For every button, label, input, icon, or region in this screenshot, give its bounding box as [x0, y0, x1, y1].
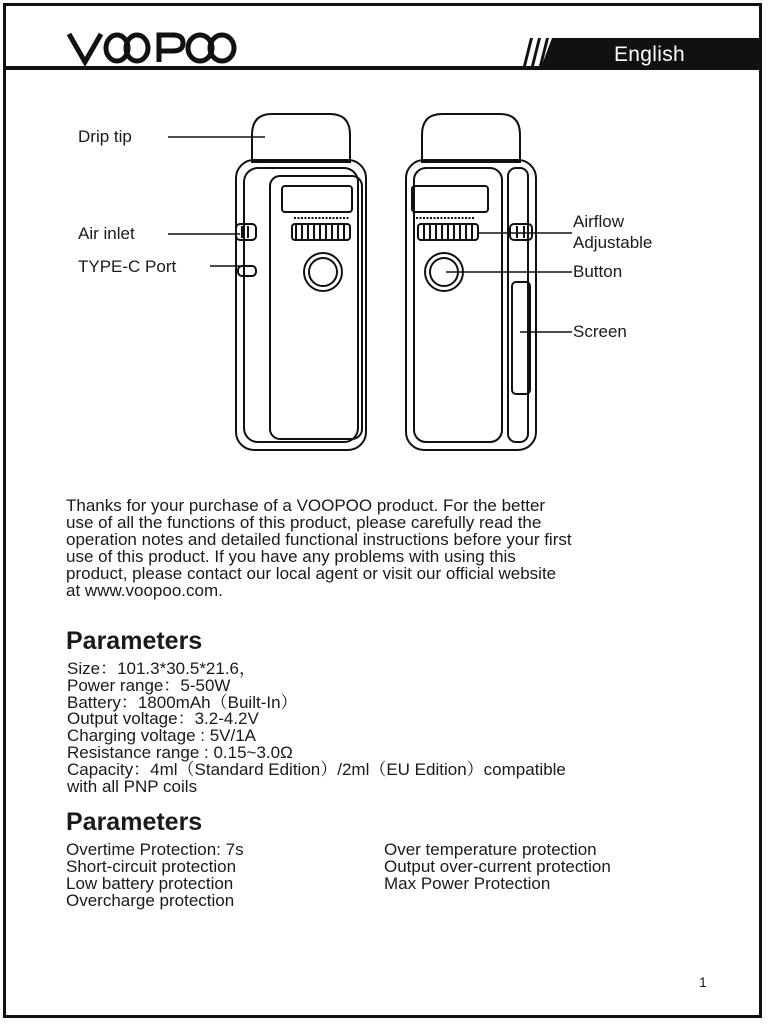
parameter-item: Resistance range : 0.15~3.0Ω [67, 742, 293, 762]
page-number: 1 [699, 974, 707, 990]
language-label: English [614, 43, 685, 66]
intro-line: Thanks for your purchase of a VOOPOO product. For the better [66, 496, 546, 515]
protection-item: Max Power Protection [384, 874, 551, 893]
parameters-list [67, 661, 707, 795]
parameter-item: Capacity：4ml（Standard Edition）/2ml（EU Edition）compatible [67, 759, 566, 779]
intro-line: use of all the functions of this product, please carefully read the [66, 513, 542, 532]
intro-line: at www.voopoo.com. [66, 581, 223, 600]
protection-item: Short-circuit protection [66, 857, 237, 876]
protection-item: Over temperature protection [384, 840, 597, 859]
parameters-heading: Parameters [66, 627, 203, 655]
parameter-item: Power range：5-50W [67, 675, 231, 695]
button-label: Button [573, 262, 623, 281]
device-back [406, 114, 536, 450]
protection-item: Overtime Protection: 7s [66, 840, 244, 859]
air-inlet-label: Air inlet [78, 224, 135, 243]
intro-line: operation notes and detailed functional instructions before your first [66, 530, 572, 549]
parameter-item: Battery：1800mAh（Built-In） [67, 692, 298, 712]
header-rule [3, 66, 762, 70]
protections-list-left [66, 841, 244, 909]
parameter-item: Size：101.3*30.5*21.6， [67, 659, 257, 678]
intro-line: use of this product. If you have any problems with using this [66, 547, 516, 566]
device-front [236, 114, 366, 450]
type-c-port-label: TYPE-C Port [78, 257, 177, 276]
parameter-item: with all PNP coils [67, 776, 198, 796]
protections-list-right [384, 841, 611, 892]
protection-item: Low battery protection [66, 874, 234, 893]
screen-label: Screen [573, 322, 627, 341]
protections-heading: Parameters [66, 808, 203, 836]
protection-item: Overcharge protection [66, 891, 235, 910]
airflow-label-line1: Airflow [573, 212, 625, 231]
airflow-label-line2: Adjustable [573, 233, 653, 252]
protection-item: Output over-current protection [384, 857, 611, 876]
parameter-item: Output voltage：3.2-4.2V [67, 709, 259, 729]
product-diagram [0, 100, 768, 460]
intro-paragraph [66, 497, 716, 599]
voopoo-logo [65, 28, 265, 68]
parameter-item: Charging voltage : 5V/1A [67, 726, 257, 746]
intro-line: product, please contact our local agent or visit our official website [66, 564, 557, 583]
drip-tip-label: Drip tip [78, 127, 132, 146]
